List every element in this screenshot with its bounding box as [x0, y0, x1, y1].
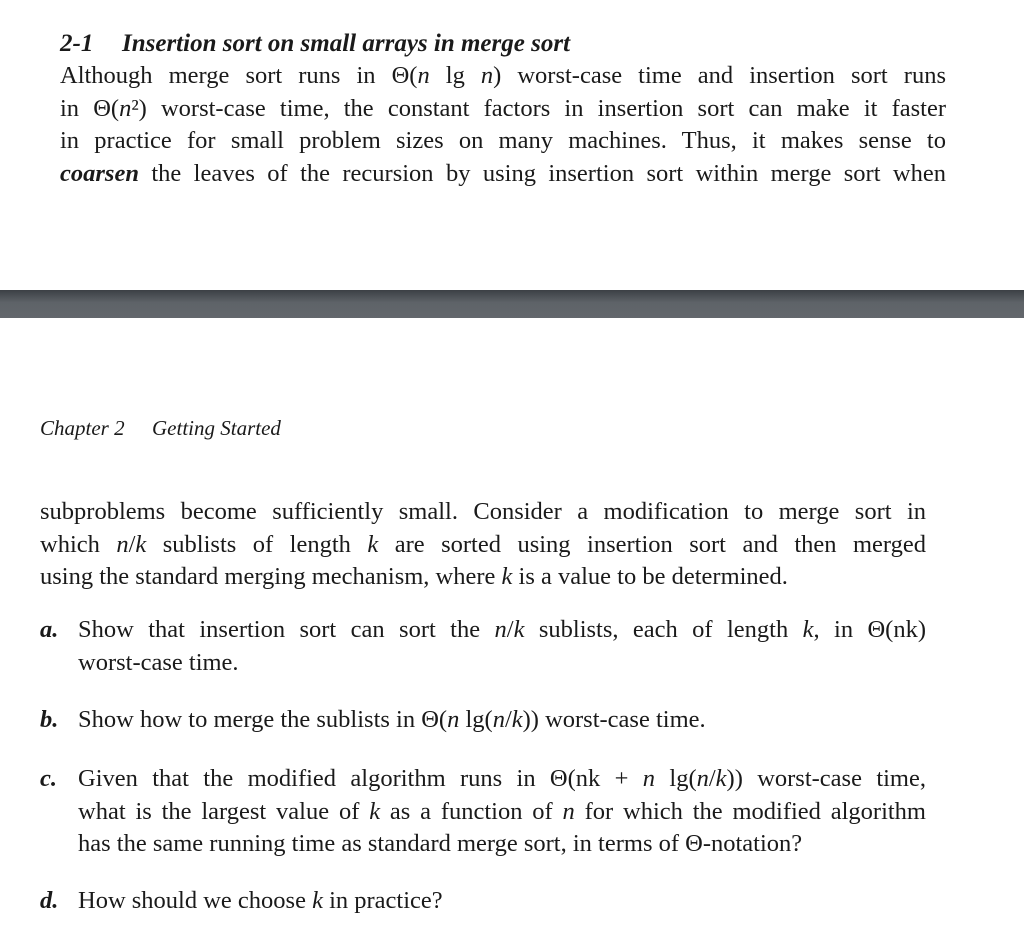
subproblem-line: Given that the modified algorithm runs in Θ(nk + n lg(n/k)) worst-case time,	[78, 765, 926, 792]
paragraph-line: coarsen the leaves of the recursion by using insertion sort within merge sort when	[60, 159, 946, 187]
subproblem-text	[78, 614, 926, 679]
running-head-title: Getting Started	[152, 416, 281, 440]
subproblem-line: How should we choose k in practice?	[78, 887, 443, 914]
page-top	[0, 0, 1024, 290]
subproblem-line: what is the largest value of k as a function of n for which the modified algorithm	[78, 797, 926, 825]
problem-heading	[60, 28, 570, 60]
subproblem-text	[78, 763, 926, 861]
subproblem-text	[78, 885, 926, 918]
running-head	[40, 414, 281, 442]
subproblem-text	[78, 704, 926, 737]
paragraph-line: subproblems become sufficiently small. Consider a modification to merge sort in	[40, 498, 926, 525]
subproblem-marker: a.	[40, 616, 59, 643]
subproblem-line: Show that insertion sort can sort the n/k sublists, each of length k, in Θ(nk)	[78, 616, 926, 643]
subproblem-marker: b.	[40, 706, 59, 733]
paragraph-line: which n/k sublists of length k are sorted using insertion sort and then merged	[40, 530, 926, 558]
paragraph-line: using the standard merging mechanism, where k is a value to be determined.	[40, 563, 788, 590]
paragraph-line: Although merge sort runs in Θ(n lg n) worst-case time and insertion sort runs	[60, 62, 946, 89]
subproblem-line: worst-case time.	[78, 648, 239, 676]
page-break-divider	[0, 290, 1024, 318]
problem-paragraph-bottom	[40, 496, 926, 594]
defined-term: coarsen	[60, 159, 139, 187]
problem-number: 2-1	[60, 30, 94, 57]
subproblem-line: Show how to merge the sublists in Θ(n lg(n/k)) worst-case time.	[78, 706, 706, 733]
subproblem-marker: c.	[40, 765, 57, 792]
problem-title: Insertion sort on small arrays in merge sort	[122, 30, 571, 57]
problem-paragraph-top	[60, 60, 946, 190]
running-head-chapter: Chapter 2	[40, 416, 125, 440]
subproblem-line: has the same running time as standard merge sort, in terms of Θ-notation?	[78, 830, 803, 857]
paragraph-line: in practice for small problem sizes on many machines. Thus, it makes sense to	[60, 127, 946, 154]
subproblem-marker: d.	[40, 887, 59, 914]
paragraph-line: in Θ(n²) worst-case time, the constant factors in insertion sort can make it faster	[60, 94, 946, 122]
